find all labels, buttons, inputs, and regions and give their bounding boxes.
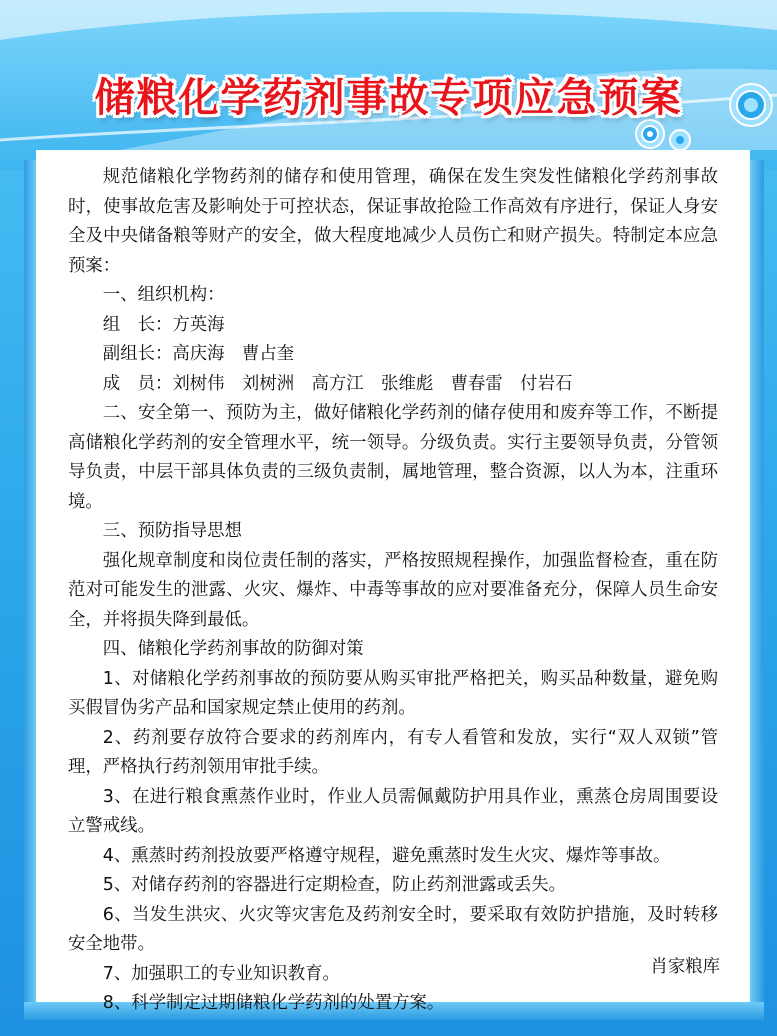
list-item: 7、加强职工的专业知识教育。 [102,963,340,984]
list-item: 2、药剂要存放符合要求的药剂库内，有专人看管和发放，实行“双人双锁”管理，严格执行药剂领用审批手续。 [68,727,718,777]
document-body [68,163,718,1019]
member-line: 成 员：刘树伟 刘树洲 高方江 张维彪 曹春雷 付岩石 [102,373,573,394]
section-heading: 三、预防指导思想 [102,521,242,541]
signature: 肖家粮库 [650,957,720,977]
intro-paragraph: 规范储粮化学物药剂的储存和使用管理，确保在发生突发性储粮化学药剂事故时，使事故危害及影响处于可控状态，保证事故抢险工作高效有序进行，保证人身安全及中央储备粮等财产的安全，做大程度地减少人员伤亡和财产损失。特制定本应急预案： [68,167,718,276]
section-paragraph: 二、安全第一、预防为主，做好储粮化学药剂的储存使用和废弃等工作，不断提高储粮化学药剂的安全管理水平，统一领导。分级负责。实行主要领导负责，分管领导负责，中层干部具体负责的三级负责制，属地管理，整合资源，以人为本，注重环境。 [68,403,718,512]
document-title: 储粮化学药剂事故专项应急预案 [94,75,683,121]
ring-decoration-icon [668,128,692,152]
section-paragraph: 强化规章制度和岗位责任制的落实，严格按照规程操作，加强监督检查，重在防范对可能发生的泄露、火灾、爆炸、中毒等事故的应对要准备充分，保障人员生命安全，并将损失降到最低。 [68,550,718,630]
member-line: 副组长：高庆海 曹占奎 [102,344,295,364]
section-heading: 一、组织机构： [102,285,225,305]
list-item: 3、在进行粮食熏蒸作业时，作业人员需佩戴防护用具作业，熏蒸仓房周围要设立警戒线。 [68,786,718,836]
list-item: 8、科学制定过期储粮化学药剂的处置方案。 [102,993,445,1013]
member-line: 组 长：方英海 [102,314,225,335]
list-item: 1、对储粮化学药剂事故的预防要从购买审批严格把关，购买品种数量，避免购买假冒伪劣产品和国家规定禁止使用的药剂。 [68,668,718,718]
list-item: 5、对储存药剂的容器进行定期检查，防止药剂泄露或丢失。 [102,875,567,895]
list-item: 6、当发生洪灾、火灾等灾害危及药剂安全时，要采取有效防护措施，及时转移安全地带。 [68,904,718,954]
frame-right [750,160,764,1020]
section-heading: 四、储粮化学药剂事故的防御对策 [102,639,364,659]
frame-left [24,160,36,1020]
list-item: 4、熏蒸时药剂投放要严格遵守规程，避免熏蒸时发生火灾、爆炸等事故。 [102,845,671,866]
